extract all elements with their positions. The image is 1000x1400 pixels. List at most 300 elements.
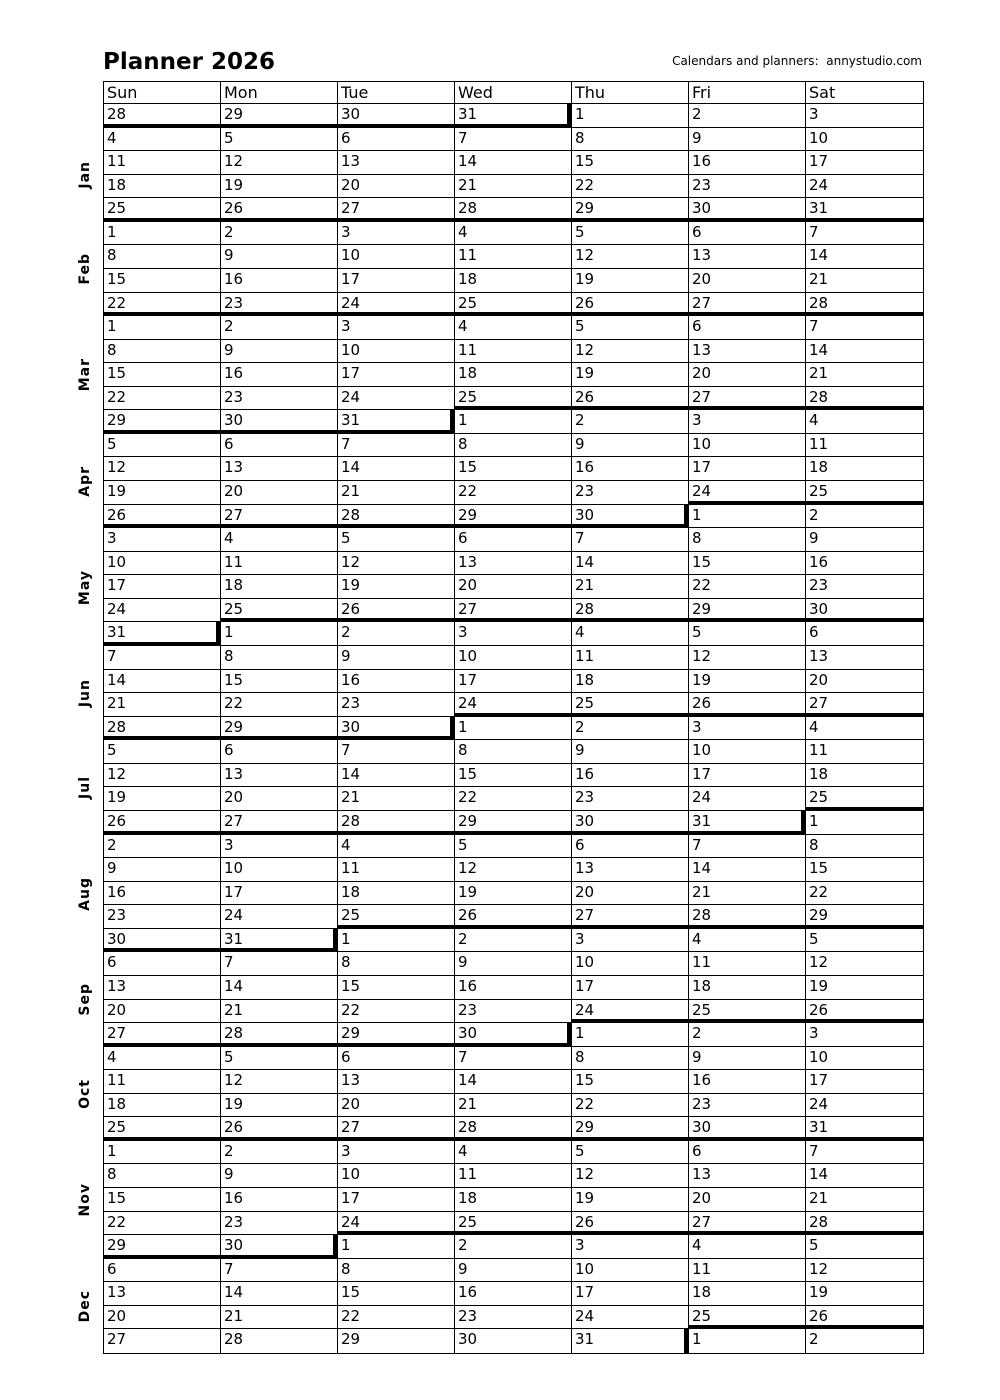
day-cell: 1	[689, 505, 806, 529]
day-cell: 1	[104, 222, 221, 246]
day-cell: 8	[572, 1047, 689, 1071]
month-label-text: Apr	[77, 465, 93, 497]
day-cell: 12	[104, 457, 221, 481]
day-cell: 4	[689, 1235, 806, 1259]
day-cell: 31	[806, 198, 923, 222]
day-cell: 28	[806, 387, 923, 411]
day-cell: 2	[689, 1023, 806, 1047]
day-cell: 2	[338, 622, 455, 646]
day-cell: 29	[455, 505, 572, 529]
day-cell: 12	[572, 1164, 689, 1188]
day-cell: 2	[221, 1141, 338, 1165]
day-cell: 19	[689, 670, 806, 694]
day-cell: 11	[104, 1070, 221, 1094]
day-cell: 10	[221, 858, 338, 882]
day-cell: 12	[221, 1070, 338, 1094]
day-cell: 14	[338, 457, 455, 481]
day-cell: 9	[455, 1259, 572, 1283]
day-cell: 8	[806, 835, 923, 859]
day-cell: 20	[572, 882, 689, 906]
day-cell: 7	[338, 740, 455, 764]
day-cell: 9	[221, 340, 338, 364]
day-cell: 3	[338, 1141, 455, 1165]
day-cell: 12	[104, 764, 221, 788]
day-cell: 6	[104, 952, 221, 976]
day-cell: 29	[221, 104, 338, 128]
day-cell: 4	[104, 1047, 221, 1071]
day-cell: 18	[221, 575, 338, 599]
day-cell: 24	[689, 481, 806, 505]
day-cell: 29	[572, 198, 689, 222]
month-label-mar	[72, 316, 98, 434]
day-cell: 30	[104, 929, 221, 953]
day-cell: 27	[221, 811, 338, 835]
day-cell: 2	[809, 1330, 819, 1349]
month-label-text: Dec	[77, 1289, 93, 1323]
day-cell: 10	[689, 434, 806, 458]
day-cell: 31	[689, 811, 806, 835]
day-cell: 7	[221, 952, 338, 976]
day-cell: 11	[455, 245, 572, 269]
day-cell: 30	[455, 1329, 572, 1353]
day-cell: 26	[455, 905, 572, 929]
day-cell: 20	[104, 1000, 221, 1024]
day-cell: 19	[572, 363, 689, 387]
day-cell: 11	[221, 552, 338, 576]
day-cell: 2	[221, 316, 338, 340]
day-cell: 19	[572, 269, 689, 293]
day-cell: 30	[572, 505, 689, 529]
day-cell: 29	[338, 1023, 455, 1047]
weekday-header-fri: Fri	[689, 82, 806, 104]
day-cell: 18	[338, 882, 455, 906]
day-cell: 13	[104, 1282, 221, 1306]
day-cell: 21	[221, 1306, 338, 1330]
day-cell: 6	[689, 316, 806, 340]
day-cell: 12	[806, 1259, 923, 1283]
day-cell: 4	[806, 717, 923, 741]
day-cell: 24	[338, 1212, 455, 1236]
day-cell: 23	[572, 787, 689, 811]
weekday-header-mon: Mon	[221, 82, 338, 104]
month-label-text: Jun	[77, 679, 93, 708]
day-cell: 2	[455, 1235, 572, 1259]
day-cell: 14	[221, 976, 338, 1000]
day-cell: 24	[455, 693, 572, 717]
day-cell: 11	[104, 151, 221, 175]
day-cell: 27	[806, 693, 923, 717]
day-cell: 2	[806, 505, 923, 529]
day-cell: 22	[104, 387, 221, 411]
day-cell: 7	[338, 434, 455, 458]
day-cell: 1	[221, 622, 338, 646]
month-label-may	[72, 528, 98, 646]
day-cell: 24	[806, 175, 923, 199]
day-cell: 7	[806, 316, 923, 340]
day-cell: 13	[338, 1070, 455, 1094]
day-cell: 20	[338, 1094, 455, 1118]
day-cell: 14	[806, 1164, 923, 1188]
day-cell: 3	[806, 1023, 923, 1047]
day-cell: 11	[455, 340, 572, 364]
day-cell: 19	[572, 1188, 689, 1212]
day-cell: 8	[455, 740, 572, 764]
day-cell: 26	[572, 1212, 689, 1236]
day-cell: 13	[221, 764, 338, 788]
day-cell: 24	[338, 293, 455, 317]
day-cell: 20	[338, 175, 455, 199]
day-cell: 5	[338, 528, 455, 552]
day-cell: 21	[338, 481, 455, 505]
day-cell: 9	[221, 245, 338, 269]
day-cell: 20	[455, 575, 572, 599]
day-cell: 26	[104, 505, 221, 529]
weekday-header-wed: Wed	[455, 82, 572, 104]
day-cell: 3	[689, 410, 806, 434]
day-cell: 28	[221, 1329, 338, 1353]
day-cell: 20	[689, 363, 806, 387]
month-label-text: Jan	[77, 160, 93, 189]
day-cell: 18	[572, 670, 689, 694]
month-label-dec	[72, 1259, 98, 1353]
day-cell: 8	[104, 1164, 221, 1188]
day-cell: 7	[221, 1259, 338, 1283]
day-cell: 17	[689, 764, 806, 788]
day-cell: 8	[104, 340, 221, 364]
day-cell: 26	[221, 1117, 338, 1141]
day-cell: 4	[572, 622, 689, 646]
day-cell: 2	[455, 929, 572, 953]
day-cell: 29	[104, 410, 221, 434]
day-cell: 16	[221, 363, 338, 387]
day-cell: 24	[572, 1306, 689, 1330]
day-cell: 13	[689, 340, 806, 364]
weekday-header-sun: Sun	[104, 82, 221, 104]
day-cell: 12	[572, 245, 689, 269]
day-cell: 10	[806, 1047, 923, 1071]
day-cell: 15	[104, 1188, 221, 1212]
day-cell: 25	[104, 198, 221, 222]
day-cell: 22	[572, 175, 689, 199]
day-cell: 24	[806, 1094, 923, 1118]
day-cell: 9	[221, 1164, 338, 1188]
day-cell: 9	[689, 128, 806, 152]
month-label-jul	[72, 740, 98, 834]
day-cell: 5	[104, 740, 221, 764]
day-cell: 18	[455, 1188, 572, 1212]
day-cell: 17	[689, 457, 806, 481]
day-cell: 25	[806, 481, 923, 505]
day-cell: 23	[572, 481, 689, 505]
day-cell: 28	[338, 505, 455, 529]
day-cell: 21	[806, 269, 923, 293]
day-cell: 6	[338, 1047, 455, 1071]
day-cell: 9	[806, 528, 923, 552]
day-cell: 2	[221, 222, 338, 246]
day-cell: 30	[689, 1117, 806, 1141]
day-cell: 13	[455, 552, 572, 576]
day-cell: 12	[572, 340, 689, 364]
day-cell: 14	[455, 151, 572, 175]
weekday-header-thu: Thu	[572, 82, 689, 104]
day-cell: 16	[455, 976, 572, 1000]
day-cell: 22	[572, 1094, 689, 1118]
day-cell: 5	[572, 222, 689, 246]
day-cell: 26	[338, 599, 455, 623]
weekday-header-sat: Sat	[806, 82, 923, 104]
day-cell: 28	[806, 1212, 923, 1236]
day-cell: 22	[104, 293, 221, 317]
day-cell: 27	[221, 505, 338, 529]
day-cell: 25	[338, 905, 455, 929]
day-cell: 25	[221, 599, 338, 623]
day-cell: 30	[221, 410, 338, 434]
day-cell: 27	[104, 1023, 221, 1047]
day-cell: 14	[689, 858, 806, 882]
day-cell: 31	[338, 410, 455, 434]
day-cell: 21	[806, 363, 923, 387]
day-cell: 25	[572, 693, 689, 717]
day-cell: 7	[104, 646, 221, 670]
day-cell: 30	[689, 198, 806, 222]
day-cell: 4	[689, 929, 806, 953]
day-cell: 24	[689, 787, 806, 811]
day-cell: 19	[104, 481, 221, 505]
day-cell: 12	[689, 646, 806, 670]
day-cell: 16	[689, 151, 806, 175]
day-cell: 22	[338, 1000, 455, 1024]
day-cell: 25	[689, 1000, 806, 1024]
day-cell: 22	[221, 693, 338, 717]
month-label-oct	[72, 1047, 98, 1141]
day-cell: 20	[806, 670, 923, 694]
day-cell: 4	[455, 316, 572, 340]
day-cell: 10	[104, 552, 221, 576]
day-cell: 13	[689, 1164, 806, 1188]
day-cell: 5	[455, 835, 572, 859]
month-label-text: Oct	[77, 1078, 93, 1109]
day-cell: 16	[572, 764, 689, 788]
day-cell: 19	[455, 882, 572, 906]
day-cell: 11	[455, 1164, 572, 1188]
day-cell: 27	[338, 1117, 455, 1141]
day-cell: 29	[689, 599, 806, 623]
day-cell: 26	[104, 811, 221, 835]
day-cell: 24	[104, 599, 221, 623]
year-calendar-grid	[103, 81, 924, 1354]
day-cell: 20	[104, 1306, 221, 1330]
day-cell: 28	[104, 104, 221, 128]
day-cell: 10	[455, 646, 572, 670]
day-cell: 28	[455, 1117, 572, 1141]
month-label-feb	[72, 222, 98, 316]
day-cell: 18	[104, 175, 221, 199]
day-cell: 10	[572, 1259, 689, 1283]
day-cell: 25	[455, 293, 572, 317]
day-cell: 6	[338, 128, 455, 152]
day-cell: 13	[338, 151, 455, 175]
day-cell: 22	[338, 1306, 455, 1330]
day-cell: 18	[806, 764, 923, 788]
day-cell: 7	[572, 528, 689, 552]
day-cell: 14	[221, 1282, 338, 1306]
day-cell: 28	[104, 717, 221, 741]
day-cell: 21	[221, 1000, 338, 1024]
day-cell: 28	[806, 293, 923, 317]
month-label-nov	[72, 1141, 98, 1259]
day-cell: 9	[572, 434, 689, 458]
day-cell: 23	[689, 175, 806, 199]
day-cell: 19	[806, 1282, 923, 1306]
day-cell: 1	[338, 929, 455, 953]
day-cell: 6	[221, 740, 338, 764]
day-cell: 1	[806, 811, 923, 835]
day-cell: 20	[221, 787, 338, 811]
day-cell: 6	[572, 835, 689, 859]
day-cell: 5	[221, 128, 338, 152]
day-cell: 1	[104, 1141, 221, 1165]
day-cell: 13	[806, 646, 923, 670]
day-cell: 23	[104, 905, 221, 929]
day-cell: 6	[221, 434, 338, 458]
day-cell: 21	[572, 575, 689, 599]
day-cell: 15	[455, 764, 572, 788]
month-label-aug	[72, 835, 98, 953]
day-cell: 11	[689, 952, 806, 976]
day-cell: 16	[806, 552, 923, 576]
day-cell: 22	[455, 481, 572, 505]
day-cell: 3	[572, 1235, 689, 1259]
day-cell: 13	[104, 976, 221, 1000]
day-cell: 15	[221, 670, 338, 694]
day-cell: 22	[689, 575, 806, 599]
day-cell: 30	[572, 811, 689, 835]
day-cell: 4	[221, 528, 338, 552]
day-cell: 3	[572, 929, 689, 953]
day-cell: 5	[806, 1235, 923, 1259]
day-cell: 19	[104, 787, 221, 811]
day-cell: 4	[455, 222, 572, 246]
day-cell: 22	[806, 882, 923, 906]
day-cell: 5	[221, 1047, 338, 1071]
day-cell: 29	[806, 905, 923, 929]
day-cell: 5	[572, 316, 689, 340]
day-cell: 18	[689, 976, 806, 1000]
day-cell: 15	[572, 151, 689, 175]
month-label-text: Jul	[77, 775, 93, 799]
day-cell: 12	[338, 552, 455, 576]
day-cell: 23	[221, 1212, 338, 1236]
day-cell: 17	[338, 1188, 455, 1212]
day-cell: 4	[338, 835, 455, 859]
day-cell: 6	[455, 528, 572, 552]
day-cell: 13	[221, 457, 338, 481]
day-cell: 19	[338, 575, 455, 599]
day-cell: 26	[806, 1306, 923, 1330]
site-credit: Calendars and planners: annystudio.com	[672, 54, 922, 68]
day-cell: 30	[338, 104, 455, 128]
day-cell: 26	[572, 293, 689, 317]
day-cell: 26	[689, 693, 806, 717]
day-cell: 15	[338, 976, 455, 1000]
day-cell: 2	[104, 835, 221, 859]
day-cell: 21	[806, 1188, 923, 1212]
day-cell: 31	[104, 622, 221, 646]
day-cell: 17	[338, 269, 455, 293]
day-cell: 27	[104, 1329, 221, 1353]
day-cell: 28	[221, 1023, 338, 1047]
day-cell: 27	[572, 905, 689, 929]
day-cell: 15	[689, 552, 806, 576]
day-cell: 18	[104, 1094, 221, 1118]
month-label-jun	[72, 646, 98, 740]
day-cell: 30	[338, 717, 455, 741]
day-cell: 30	[806, 599, 923, 623]
weekday-header-tue: Tue	[338, 82, 455, 104]
day-cell: 28	[689, 905, 806, 929]
day-cell: 11	[806, 740, 923, 764]
month-label-text: Nov	[77, 1183, 93, 1217]
day-cell: 19	[806, 976, 923, 1000]
day-cell: 17	[338, 363, 455, 387]
day-cell: 8	[338, 952, 455, 976]
day-cell: 21	[338, 787, 455, 811]
day-cell: 31	[572, 1329, 689, 1353]
day-cell: 15	[104, 269, 221, 293]
day-cell: 7	[806, 222, 923, 246]
day-cell: 8	[338, 1259, 455, 1283]
day-cell: 21	[689, 882, 806, 906]
day-cell: 9	[572, 740, 689, 764]
day-cell: 1	[455, 717, 572, 741]
day-cell: 31	[806, 1117, 923, 1141]
day-cell: 1	[338, 1235, 455, 1259]
day-cell: 1	[689, 1329, 806, 1353]
day-cell: 22	[455, 787, 572, 811]
day-cell: 1	[455, 410, 572, 434]
day-cell: 7	[806, 1141, 923, 1165]
day-cell: 24	[221, 905, 338, 929]
day-cell: 20	[221, 481, 338, 505]
day-cell: 5	[104, 434, 221, 458]
month-label-apr	[72, 434, 98, 528]
month-label-text: May	[77, 569, 93, 605]
day-cell: 9	[104, 858, 221, 882]
day-cell: 23	[806, 575, 923, 599]
day-cell: 2	[572, 717, 689, 741]
month-label-text: Sep	[77, 983, 93, 1016]
day-cell: 15	[806, 858, 923, 882]
day-cell: 24	[338, 387, 455, 411]
day-cell: 18	[455, 363, 572, 387]
day-cell: 13	[689, 245, 806, 269]
day-cell: 8	[221, 646, 338, 670]
day-cell: 1	[572, 104, 689, 128]
day-cell: 21	[455, 175, 572, 199]
day-cell: 23	[221, 293, 338, 317]
day-cell: 28	[455, 198, 572, 222]
day-cell: 7	[455, 128, 572, 152]
day-cell: 6	[689, 1141, 806, 1165]
day-cell: 29	[572, 1117, 689, 1141]
day-cell: 10	[338, 245, 455, 269]
day-cell: 31	[455, 104, 572, 128]
day-cell: 29	[104, 1235, 221, 1259]
day-cell: 3	[689, 717, 806, 741]
day-cell: 23	[455, 1306, 572, 1330]
day-cell: 18	[455, 269, 572, 293]
day-cell: 17	[104, 575, 221, 599]
